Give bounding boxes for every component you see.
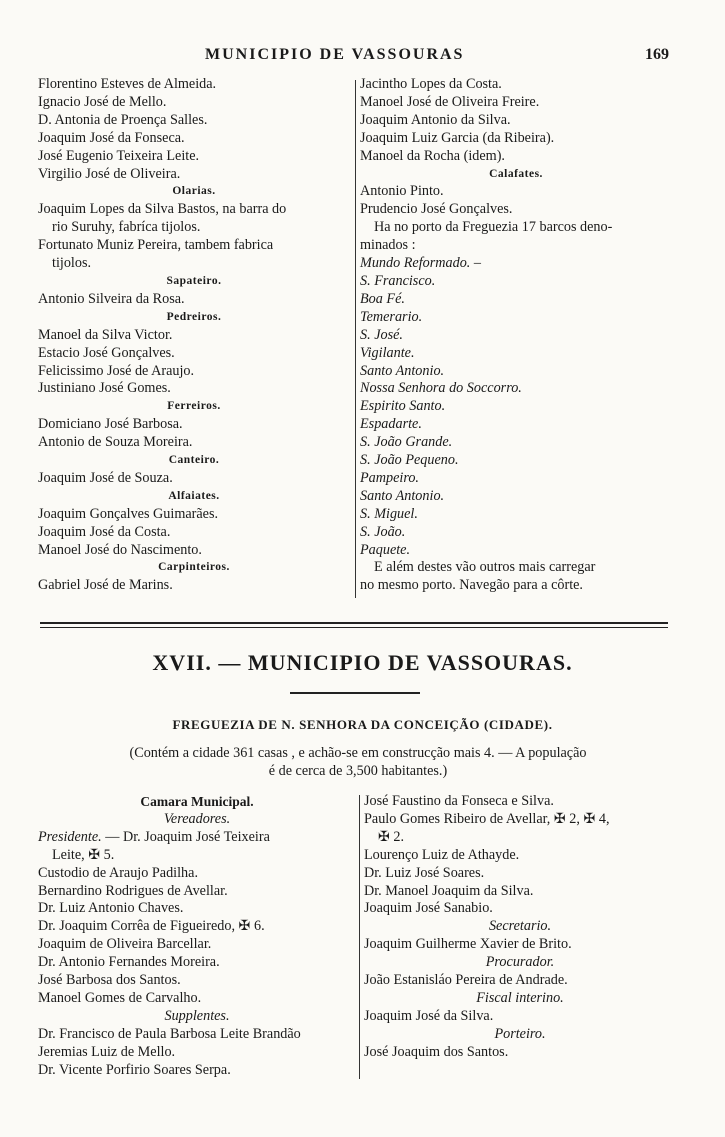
text-line: Lourenço Luiz de Athayde. bbox=[364, 846, 520, 863]
text-line: Dr. Manoel Joaquim da Silva. bbox=[364, 882, 534, 899]
office-heading: Vereadores. bbox=[163, 810, 231, 827]
trade-heading: Sapateiro. bbox=[166, 274, 222, 287]
boat-name: Espadarte. bbox=[360, 416, 422, 433]
boat-name: S. João. bbox=[360, 523, 406, 540]
top-left-column bbox=[38, 76, 350, 595]
text-line: Paulo Gomes Ribeiro de Avellar, ✠ 2, ✠ 4, bbox=[364, 810, 610, 827]
office-heading: Supplentes. bbox=[164, 1007, 230, 1024]
office-heading: Fiscal interino. bbox=[476, 989, 564, 1006]
text-line: Custodio de Araujo Padilha. bbox=[38, 864, 198, 881]
freguezia-heading: FREGUEZIA DE N. SENHORA DA CONCEIÇÃO (CIDADE). bbox=[172, 717, 553, 732]
double-rule-bottom bbox=[40, 627, 668, 628]
office-heading: Porteiro. bbox=[494, 1025, 546, 1042]
text-line: Manoel da Rocha (idem). bbox=[360, 147, 505, 164]
text-line: Joaquim José de Souza. bbox=[38, 469, 173, 486]
president-line: Presidente. — Dr. Joaquim José Teixeira bbox=[38, 828, 270, 845]
boat-name: S. José. bbox=[360, 326, 403, 343]
text-line: Ha no porto da Freguezia 17 barcos deno- bbox=[374, 219, 613, 236]
text-line: Fortunato Muniz Pereira, tambem fabrica bbox=[38, 237, 274, 254]
text-line: Joaquim José da Silva. bbox=[364, 1007, 494, 1024]
text-line: Ignacio José de Mello. bbox=[38, 93, 167, 110]
text-line: Virgilio José de Oliveira. bbox=[38, 165, 181, 182]
top-right-column bbox=[360, 76, 672, 595]
text-line: Joaquim Guilherme Xavier de Brito. bbox=[364, 936, 572, 953]
text-line: Manoel Gomes de Carvalho. bbox=[38, 989, 202, 1006]
boat-name: Temerario. bbox=[360, 308, 423, 325]
text-line: Florentino Esteves de Almeida. bbox=[38, 76, 217, 92]
text-line: Prudencio José Gonçalves. bbox=[360, 201, 513, 218]
text-line: Joaquim Lopes da Silva Bastos, na barra do bbox=[38, 201, 287, 218]
population-note bbox=[40, 745, 676, 780]
bottom-left-column bbox=[38, 793, 356, 1080]
text-line: Leite, ✠ 5. bbox=[52, 846, 115, 863]
trade-heading: Carpinteiros. bbox=[158, 561, 230, 574]
trade-heading: Pedreiros. bbox=[166, 310, 222, 323]
text-line: Joaquim Antonio da Silva. bbox=[360, 111, 511, 128]
council-heading: Camara Municipal. bbox=[140, 794, 254, 809]
office-heading: Procurador. bbox=[485, 954, 555, 971]
trade-heading: Olarias. bbox=[172, 185, 216, 198]
boat-name: Santo Antonio. bbox=[360, 362, 445, 379]
column-divider-bottom bbox=[359, 795, 360, 1079]
text-line: tijolos. bbox=[52, 255, 92, 272]
text-line: Antonio Pinto. bbox=[360, 183, 444, 200]
trade-heading: Ferreiros. bbox=[167, 400, 221, 413]
header-title: MUNICIPIO DE VASSOURAS bbox=[205, 46, 465, 63]
text-line: Dr. Vicente Porfirio Soares Serpa. bbox=[38, 1061, 231, 1078]
text-line: Manoel da Silva Victor. bbox=[38, 326, 173, 343]
boat-name: Santo Antonio. bbox=[360, 487, 445, 504]
running-header bbox=[0, 46, 725, 66]
boat-name: S. Francisco. bbox=[360, 272, 436, 289]
text-line: Antonio de Souza Moreira. bbox=[38, 434, 193, 451]
text-line: Jacintho Lopes da Costa. bbox=[360, 76, 502, 92]
boat-name: Boa Fé. bbox=[360, 290, 405, 307]
text-line: Bernardino Rodrigues de Avellar. bbox=[38, 882, 228, 899]
text-line: Gabriel José de Marins. bbox=[38, 577, 173, 594]
text-line: Manoel José de Oliveira Freire. bbox=[360, 93, 540, 110]
text-line: Joaquim José da Costa. bbox=[38, 523, 171, 540]
section-title: XVII. — MUNICIPIO DE VASSOURAS. bbox=[152, 650, 573, 675]
text-line: Domiciano José Barbosa. bbox=[38, 416, 183, 433]
text-line: Felicissimo José de Araujo. bbox=[38, 362, 195, 379]
trade-heading: Alfaiates. bbox=[168, 489, 220, 502]
text-line: José Joaquim dos Santos. bbox=[364, 1043, 509, 1060]
boat-name: Nossa Senhora do Soccorro. bbox=[360, 380, 522, 397]
text-line: ✠ 2. bbox=[378, 828, 405, 845]
trade-heading: Canteiro. bbox=[168, 454, 220, 467]
text-line: José Barbosa dos Santos. bbox=[38, 972, 181, 989]
boat-name: Mundo Reformado. – bbox=[360, 255, 481, 272]
text-line: Justiniano José Gomes. bbox=[38, 380, 171, 397]
text-line: Dr. Joaquim Corrêa de Figueiredo, ✠ 6. bbox=[38, 918, 265, 935]
page-number: 169 bbox=[645, 46, 669, 63]
text-line: rio Suruhy, fabríca tijolos. bbox=[52, 219, 201, 236]
trade-heading: Calafates. bbox=[489, 167, 543, 180]
boat-name: S. João Pequeno. bbox=[360, 452, 459, 469]
boat-name: Vigilante. bbox=[360, 344, 415, 361]
text-line: Jeremias Luiz de Mello. bbox=[38, 1043, 176, 1060]
text-line: Dr. Luiz Antonio Chaves. bbox=[38, 900, 184, 917]
text-line: Joaquim Luiz Garcia (da Ribeira). bbox=[360, 129, 555, 146]
boat-name: S. Miguel. bbox=[360, 505, 418, 522]
text-line: Estacio José Gonçalves. bbox=[38, 344, 175, 361]
text-line: D. Antonia de Proença Salles. bbox=[38, 111, 208, 128]
text-line: José Eugenio Teixeira Leite. bbox=[38, 147, 200, 164]
text-line: Joaquim Gonçalves Guimarães. bbox=[38, 505, 219, 522]
note-line-2: é de cerca de 3,500 habitantes.) bbox=[268, 762, 448, 779]
column-divider bbox=[355, 80, 356, 598]
boat-name: Espirito Santo. bbox=[360, 398, 446, 415]
boat-name: Pampeiro. bbox=[360, 469, 419, 486]
text-line: Joaquim José da Fonseca. bbox=[38, 129, 185, 146]
text-line: João Estanisláo Pereira de Andrade. bbox=[364, 972, 568, 989]
bottom-right-column bbox=[364, 793, 676, 1062]
boat-name: Paquete. bbox=[360, 541, 411, 558]
text-line: Dr. Francisco de Paula Barbosa Leite Brandão bbox=[38, 1025, 301, 1042]
text-line: Manoel José do Nascimento. bbox=[38, 541, 202, 558]
note-line-1: (Contém a cidade 361 casas , e achão-se em construcção mais 4. — A população bbox=[129, 745, 587, 761]
section-rule bbox=[290, 692, 420, 694]
office-heading: Secretario. bbox=[488, 918, 552, 935]
text-line: Dr. Luiz José Soares. bbox=[364, 864, 485, 881]
text-line: Dr. Antonio Fernandes Moreira. bbox=[38, 954, 220, 971]
text-line: no mesmo porto. Navegão para a côrte. bbox=[360, 577, 583, 594]
text-line: Joaquim de Oliveira Barcellar. bbox=[38, 936, 212, 953]
text-line: José Faustino da Fonseca e Silva. bbox=[364, 793, 554, 809]
text-line: minados : bbox=[360, 237, 416, 254]
text-line: E além destes vão outros mais carregar bbox=[374, 559, 596, 576]
double-rule-top bbox=[40, 622, 668, 624]
text-line: Antonio Silveira da Rosa. bbox=[38, 290, 185, 307]
text-line: Joaquim José Sanabio. bbox=[364, 900, 493, 917]
boat-name: S. João Grande. bbox=[360, 434, 453, 451]
